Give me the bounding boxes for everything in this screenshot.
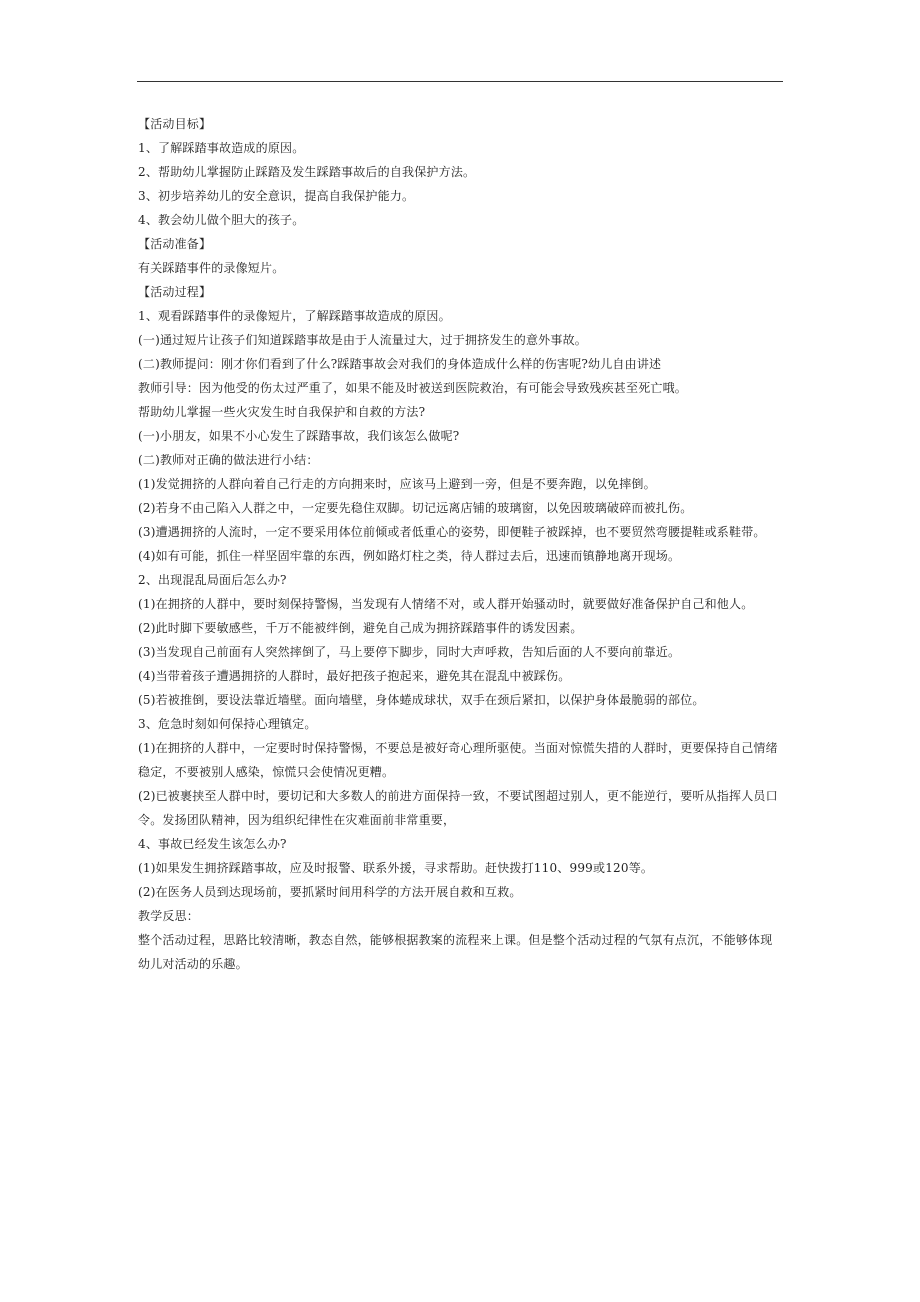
section-heading-process: 【活动过程】 bbox=[138, 285, 212, 299]
preparation-text: 有关踩踏事件的录像短片。 bbox=[138, 261, 285, 275]
process-text-line: (4)当带着孩子遭遇拥挤的人群时，最好把孩子抱起来，避免其在混乱中被踩伤。 bbox=[138, 669, 571, 683]
process-text-line: (二)教师提问：刚才你们看到了什么?踩踏事故会对我们的身体造成什么样的伤害呢?幼儿自由讲述 bbox=[138, 357, 662, 371]
process-text-line: (2)此时脚下要敏感些，千万不能被绊倒，避免自己成为拥挤踩踏事件的诱发因素。 bbox=[138, 621, 583, 635]
process-step-3: 3、危急时刻如何保持心理镇定。 bbox=[138, 717, 317, 731]
process-text-line: (1)如果发生拥挤踩踏事故，应及时报警、联系外援，寻求帮助。赶快拨打110、999或120等。 bbox=[138, 861, 654, 875]
process-text-line: (3)遭遇拥挤的人流时，一定不要采用体位前倾或者低重心的姿势，即便鞋子被踩掉，也不要贸然弯腰提鞋或系鞋带。 bbox=[138, 525, 766, 539]
process-text-line: (一)小朋友，如果不小心发生了踩踏事故，我们该怎么做呢? bbox=[138, 429, 460, 443]
process-text-line: (二)教师对正确的做法进行小结： bbox=[138, 453, 319, 467]
process-text-line: 帮助幼儿掌握一些火灾发生时自我保护和自救的方法? bbox=[138, 405, 426, 419]
document-body bbox=[138, 112, 786, 976]
process-text-line: (一)通过短片让孩子们知道踩踏事故是由于人流量过大，过于拥挤发生的意外事故。 bbox=[138, 333, 587, 347]
process-text-line: (2)在医务人员到达现场前，要抓紧时间用科学的方法开展自救和互救。 bbox=[138, 885, 522, 899]
process-text-line: (1)发觉拥挤的人群向着自己行走的方向拥来时，应该马上避到一旁，但是不要奔跑，以免摔倒。 bbox=[138, 477, 656, 491]
process-step-1: 1、观看踩踏事件的录像短片，了解踩踏事故造成的原因。 bbox=[138, 309, 451, 323]
process-text-line: 令。发扬团队精神，因为组织纪律性在灾难面前非常重要， bbox=[138, 813, 456, 827]
process-text-line: (5)若被推倒，要设法靠近墙壁。面向墙壁，身体蜷成球状，双手在颈后紧扣，以保护身体最脆弱的部位。 bbox=[138, 693, 705, 707]
goal-item-3: 3、初步培养幼儿的安全意识，提高自我保护能力。 bbox=[138, 189, 415, 203]
process-text-line: (4)如有可能，抓住一样坚固牢靠的东西，例如路灯柱之类，待人群过去后，迅速而镇静地离开现场。 bbox=[138, 549, 681, 563]
goal-item-4: 4、教会幼儿做个胆大的孩子。 bbox=[138, 213, 305, 227]
process-text-line: (1)在拥挤的人群中，要时刻保持警惕，当发现有人情绪不对，或人群开始骚动时，就要做好准备保护自己和他人。 bbox=[138, 597, 754, 611]
header-rule bbox=[137, 81, 783, 82]
process-text-line: (2)已被裹挟至人群中时，要切记和大多数人的前进方面保持一致，不要试图超过别人，更不能逆行，要听从指挥人员口 bbox=[138, 789, 778, 803]
section-heading-preparation: 【活动准备】 bbox=[138, 237, 212, 251]
process-step-4: 4、事故已经发生该怎么办? bbox=[138, 837, 287, 851]
goal-item-2: 2、帮助幼儿掌握防止踩踏及发生踩踏事故后的自我保护方法。 bbox=[138, 165, 476, 179]
process-step-2: 2、出现混乱局面后怎么办? bbox=[138, 573, 287, 587]
reflection-text-line: 整个活动过程，思路比较清晰，教态自然，能够根据教案的流程来上课。但是整个活动过程的气氛有点沉，不能够体现 bbox=[138, 933, 773, 947]
process-text-line: 教师引导：因为他受的伤太过严重了，如果不能及时被送到医院救治，有可能会导致残疾甚至死亡哦。 bbox=[138, 381, 688, 395]
process-text-line: (1)在拥挤的人群中，一定要时时保持警惕，不要总是被好奇心理所驱使。当面对惊慌失措的人群时，更要保持自己情绪 bbox=[138, 741, 778, 755]
reflection-heading: 教学反思： bbox=[138, 909, 200, 923]
goal-item-1: 1、了解踩踏事故造成的原因。 bbox=[138, 141, 305, 155]
process-text-line: (2)若身不由己陷入人群之中，一定要先稳住双脚。切记远离店铺的玻璃窗，以免因玻璃破碎而被扎伤。 bbox=[138, 501, 693, 515]
process-text-line: 稳定，不要被别人感染，惊慌只会使情况更糟。 bbox=[138, 765, 395, 779]
reflection-text-line: 幼儿对活动的乐趣。 bbox=[138, 957, 248, 971]
section-heading-goals: 【活动目标】 bbox=[138, 117, 212, 131]
process-text-line: (3)当发现自己前面有人突然摔倒了，马上要停下脚步，同时大声呼救，告知后面的人不要向前靠近。 bbox=[138, 645, 681, 659]
